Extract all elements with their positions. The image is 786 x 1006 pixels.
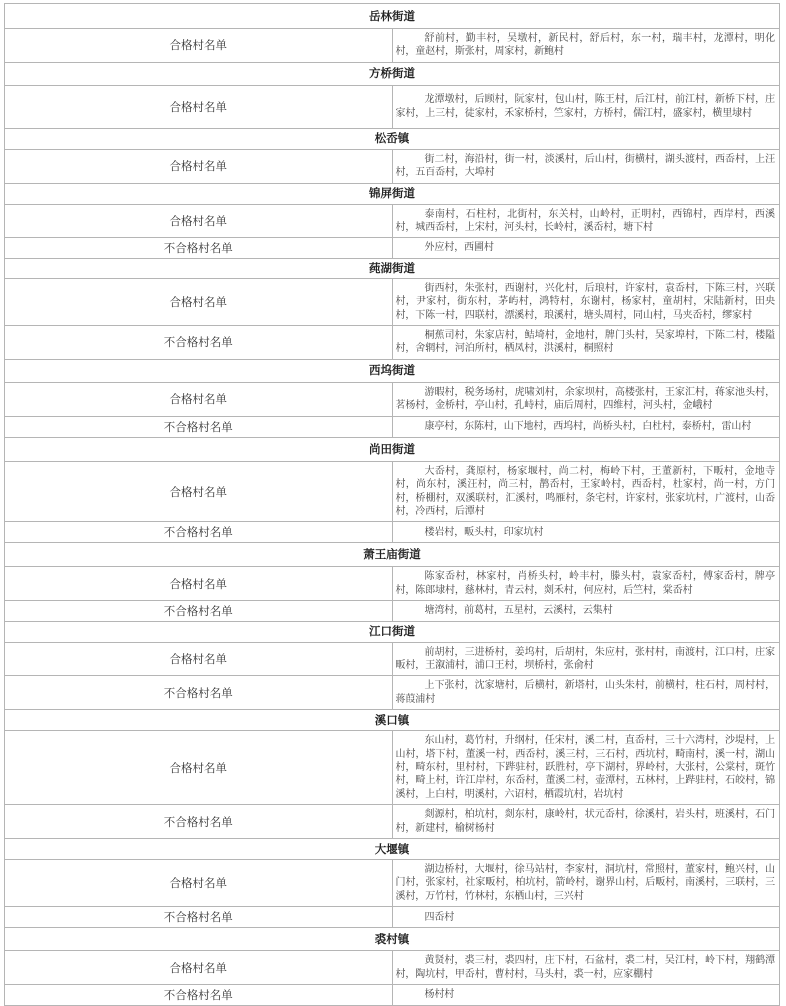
row-label: 合格村名单 [5,204,393,238]
row-label: 合格村名单 [5,642,393,676]
row-label: 不合格村名单 [5,985,393,1006]
village-row [5,601,780,621]
row-label: 合格村名单 [5,278,393,325]
section-title: 江口街道 [5,621,780,642]
village-row [5,951,780,985]
village-row [5,860,780,907]
section-header-row [5,359,780,382]
village-row [5,567,780,601]
village-names: 塘湾村，前葛村，五星村，云溪村，云集村 [392,601,780,621]
section-header-row [5,710,780,731]
row-label: 合格村名单 [5,29,393,63]
village-names: 楼岩村，畈头村，印家坑村 [392,522,780,543]
village-row [5,907,780,928]
section-header-row [5,4,780,29]
village-names: 外应村，西圃村 [392,238,780,258]
village-names: 康亭村，东陈村，山下地村，西坞村，尚桥头村，白杜村，泰桥村，雷山村 [392,416,780,437]
row-label: 不合格村名单 [5,805,393,839]
section-title: 西坞街道 [5,359,780,382]
row-label: 合格村名单 [5,567,393,601]
table-body [5,4,780,1006]
village-row [5,416,780,437]
section-header-row [5,258,780,278]
row-label: 不合格村名单 [5,326,393,360]
row-label: 合格村名单 [5,951,393,985]
section-title: 莼湖街道 [5,258,780,278]
row-label: 不合格村名单 [5,907,393,928]
row-label: 合格村名单 [5,382,393,416]
section-title: 松岙镇 [5,128,780,149]
section-title: 方桥街道 [5,62,780,85]
village-names: 上下张村，沈家塘村，后横村，新塔村，山头朱村，前横村，柱石村，周村村，蒋葭浦村 [392,676,780,710]
section-header-row [5,928,780,951]
village-row [5,642,780,676]
village-names: 街二村，海沿村，街一村，淡溪村，后山村，街横村，湖头渡村，西岙村，上汪村，五百岙村，大埠村 [392,149,780,183]
row-label: 合格村名单 [5,461,393,522]
village-row [5,382,780,416]
section-header-row [5,183,780,204]
village-names: 舒前村，勤丰村，吴墩村，新民村，舒后村，东一村，瑞丰村，龙潭村，明化村，童赵村，斯张村，周家村，新鲍村 [392,29,780,63]
row-label: 不合格村名单 [5,238,393,258]
section-header-row [5,128,780,149]
village-row [5,278,780,325]
row-label: 不合格村名单 [5,601,393,621]
village-names: 龙潭墩村，后顾村，阮家村，包山村，陈王村，后江村，前江村，新桥下村，庄家村，上三村，徒家村，禾家桥村，竺家村，方桥村，儒江村，盛家村，横里埭村 [392,85,780,128]
section-title: 溪口镇 [5,710,780,731]
village-names: 游暇村，税务场村，虎啸刘村，余家坝村，高楼张村，王家汇村，蒋家池头村，茗杨村，金桥村，亭山村，孔峙村，庙后周村，四维村，河头村，金峨村 [392,382,780,416]
village-table [4,3,780,1006]
village-row [5,985,780,1006]
row-label: 不合格村名单 [5,522,393,543]
village-row [5,676,780,710]
village-names: 杨村村 [392,985,780,1006]
village-row [5,805,780,839]
village-row [5,461,780,522]
row-label: 合格村名单 [5,85,393,128]
village-list-sheet [4,3,780,1006]
village-names: 桐蕉司村，朱家店村，鲒埼村，金地村，牌门头村，吴家埠村，下陈二村，楼隘村，舍辋村，河泊所村，栖凤村，洪溪村，桐照村 [392,326,780,360]
row-label: 不合格村名单 [5,416,393,437]
row-label: 合格村名单 [5,149,393,183]
village-names: 东山村，葛竹村，升纲村，任宋村，溪二村，直岙村，三十六湾村，沙堤村，上山村，塔下村，董溪一村，西岙村，溪三村，三石村，西坑村，畸南村，溪一村，湖山村，畸东村，里村村，下跸驻村，跃胜村，亭下湖村，界岭村，大张村，公棠村，斑竹村，畸上村，许江岸村，东岙村，董溪二村，壶潭村，五林村，上跸驻村，石皎村，锦溪村，上白村，明溪村，六诏村，栖霞坑村，岩坑村 [392,731,780,805]
section-title: 岳林街道 [5,4,780,29]
village-row [5,522,780,543]
section-header-row [5,62,780,85]
row-label: 合格村名单 [5,731,393,805]
section-header-row [5,437,780,461]
section-title: 大堰镇 [5,839,780,860]
village-row [5,238,780,258]
village-row [5,731,780,805]
village-names: 湖边桥村，大堰村，徐马站村，李家村，洞坑村，常照村，董家村，鲍兴村，山门村，张家村，社家畈村，柏坑村，箭岭村，谢界山村，后畈村，南溪村，三联村，三溪村，万竹村，竹林村，东栖山村，三兴村 [392,860,780,907]
section-header-row [5,543,780,567]
section-header-row [5,839,780,860]
section-title: 尚田街道 [5,437,780,461]
section-title: 锦屏街道 [5,183,780,204]
section-title: 裘村镇 [5,928,780,951]
section-title: 萧王庙街道 [5,543,780,567]
village-row [5,204,780,238]
row-label: 合格村名单 [5,860,393,907]
row-label: 不合格村名单 [5,676,393,710]
village-row [5,326,780,360]
village-row [5,149,780,183]
village-names: 四岙村 [392,907,780,928]
village-row [5,85,780,128]
village-names: 泰南村，石柱村，北街村，东关村，山岭村，正明村，西锦村，西岸村，西溪村，城西岙村，上宋村，河头村，长岭村，溪岙村，塘下村 [392,204,780,238]
village-names: 大岙村，龚原村，杨家堰村，尚二村，梅岭下村，王董新村，下畈村，金地寺村，尚东村，溪汪村，尚三村，鹊岙村，王家岭村，西岙村，杜家村，尚一村，方门村，桥棚村，双溪联村，汇溪村，鸣雁村，条宅村，许家村，张家坑村，广渡村，山岙村，冷西村，后潭村 [392,461,780,522]
village-names: 街西村，朱张村，西谢村，兴化村，后琅村，许家村，袁岙村，下陈三村，兴联村，尹家村，街东村，茅屿村，鸿特村，东谢村，杨家村，童胡村，宋陆新村，田央村，下陈一村，四联村，漂溪村，琅溪村，塘头周村，同山村，马夹岙村，缪家村 [392,278,780,325]
village-names: 前胡村，三进桥村，姜坞村，后胡村，朱应村，张村村，南渡村，江口村，庄家畈村，王溆浦村，浦口王村，坝桥村，张俞村 [392,642,780,676]
village-names: 黄贤村，裘三村，裘四村，庄下村，石盆村，裘二村，吴江村，岭下村，翔鹤潭村，陶坑村，甲岙村，曹村村，马头村，裘一村，应家棚村 [392,951,780,985]
village-names: 剡源村，柏坑村，剡东村，康岭村，状元岙村，徐溪村，岩头村，班溪村，石门村，新建村，榆树杨村 [392,805,780,839]
village-names: 陈家岙村，林家村，肖桥头村，岭丰村，滕头村，袁家岙村，傅家岙村，牌亭村，陈郎埭村，慈林村，青云村，剡禾村，何应村，后竺村，棠岙村 [392,567,780,601]
section-header-row [5,621,780,642]
village-row [5,29,780,63]
